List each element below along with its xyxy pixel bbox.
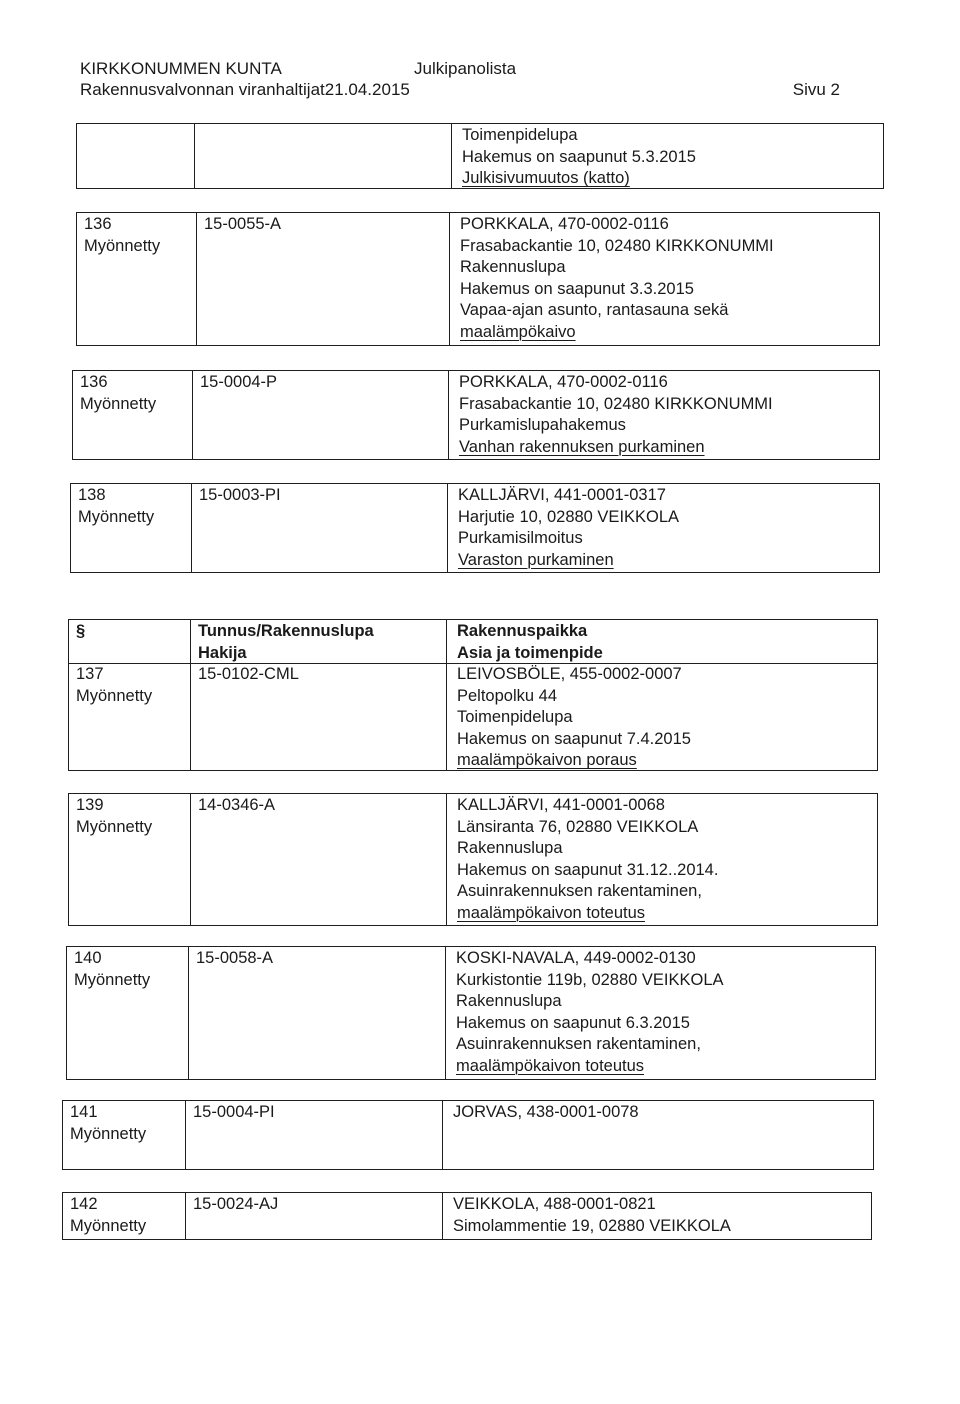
record-number-cell (67, 947, 188, 1079)
detail-line: LEIVOSBÖLE, 455-0002-0007 (457, 665, 682, 683)
detail-line: Hakemus on saapunut 3.3.2015 (460, 279, 694, 298)
header-spacer (69, 643, 190, 665)
permit-record (62, 1100, 874, 1170)
page-header (80, 58, 840, 100)
detail-line: Rakennuslupa (456, 992, 562, 1010)
record-number-cell (71, 484, 191, 572)
record-number: 138 (78, 486, 106, 504)
detail-line: Purkamisilmoitus (458, 529, 583, 547)
record-number-cell (73, 371, 192, 459)
detail-line: Rakennuslupa (460, 258, 566, 276)
detail-line: PORKKALA, 470-0002-0116 (460, 215, 669, 233)
permit-id: 15-0102-CML (198, 665, 299, 683)
permit-id-cell (191, 484, 448, 572)
record-number: 141 (70, 1103, 98, 1121)
detail-line: Vanhan rakennuksen purkaminen (459, 437, 705, 456)
detail-line: Hakemus on saapunut 6.3.2015 (456, 1013, 690, 1032)
permit-id: 15-0024-AJ (193, 1195, 279, 1213)
record-status: Myönnetty (78, 507, 155, 526)
detail-line: Länsiranta 76, 02880 VEIKKOLA (457, 817, 699, 836)
permit-id-cell (185, 1101, 443, 1169)
detail-line: Peltopolku 44 (457, 686, 557, 705)
record-number: 136 (84, 215, 112, 233)
detail-line: JORVAS, 438-0001-0078 (453, 1103, 639, 1121)
permit-record (70, 483, 880, 573)
detail-line: KALLJÄRVI, 441-0001-0317 (458, 486, 666, 504)
detail-line: Asuinrakennuksen rakentaminen, (456, 1035, 701, 1053)
record-details-cell (445, 947, 875, 1079)
permit-id: 14-0346-A (198, 796, 276, 814)
permit-id: 15-0004-PI (193, 1103, 275, 1121)
permit-id-cell (188, 947, 446, 1079)
record-number-cell (69, 620, 190, 770)
record-details-cell (446, 620, 877, 770)
permit-record (76, 123, 884, 189)
record-number-cell (63, 1101, 185, 1169)
record-number: 142 (70, 1195, 98, 1213)
detail-line: Hakemus on saapunut 5.3.2015 (462, 147, 696, 166)
applicant-column-header: Hakija (198, 643, 247, 662)
permit-id-cell (192, 371, 449, 459)
permit-id-cell (196, 213, 450, 345)
record-status: Myönnetty (76, 817, 153, 836)
list-title: Julkipanolista (414, 59, 517, 78)
organization-name: KIRKKONUMMEN KUNTA (80, 59, 282, 78)
permit-column-header: Tunnus/Rakennuslupa (198, 622, 374, 640)
record-details-cell (447, 484, 879, 572)
record-number: 140 (74, 949, 102, 967)
header-row-1 (80, 58, 840, 79)
detail-line: Toimenpidelupa (457, 708, 573, 726)
record-number: 137 (76, 665, 104, 683)
permit-id-cell (194, 124, 452, 188)
record-details-cell (448, 371, 879, 459)
permit-record (72, 370, 880, 460)
location-column-header: Rakennuspaikka (457, 622, 588, 640)
section-symbol: § (76, 622, 86, 640)
record-details-cell (449, 213, 879, 345)
detail-line: Frasabackantie 10, 02480 KIRKKONUMMI (460, 236, 774, 255)
permit-id-cell (190, 620, 447, 770)
permit-id: 15-0004-P (200, 373, 278, 391)
detail-line: Kurkistontie 119b, 02880 VEIKKOLA (456, 970, 724, 989)
record-details-cell (442, 1101, 873, 1169)
detail-line: Purkamislupahakemus (459, 416, 626, 434)
record-number-cell (77, 124, 194, 188)
detail-line: Julkisivumuutos (katto) (462, 169, 630, 187)
detail-line: KOSKI-NAVALA, 449-0002-0130 (456, 949, 696, 967)
record-status: Myönnetty (84, 236, 161, 255)
detail-line: Asuinrakennuksen rakentaminen, (457, 882, 702, 900)
permit-record (62, 1192, 872, 1240)
permit-id: 15-0003-PI (199, 486, 281, 504)
record-number-cell (63, 1193, 185, 1239)
header-row-2 (80, 79, 840, 100)
record-status: Myönnetty (76, 686, 153, 705)
detail-line: Harjutie 10, 02880 VEIKKOLA (458, 507, 680, 526)
record-details-cell (451, 124, 883, 188)
detail-line: Simolammentie 19, 02880 VEIKKOLA (453, 1216, 731, 1235)
detail-line: Hakemus on saapunut 7.4.2015 (457, 729, 691, 748)
record-details-cell (442, 1193, 871, 1239)
permit-record (76, 212, 880, 346)
permit-record (68, 793, 878, 926)
department-date: Rakennusvalvonnan viranhaltijat21.04.2015 (80, 80, 410, 99)
detail-line: Varaston purkaminen (458, 550, 614, 569)
permit-id-cell (185, 1193, 443, 1239)
detail-line: maalämpökaivon toteutus (457, 903, 646, 922)
permit-id: 15-0055-A (204, 215, 282, 233)
detail-line: Rakennuslupa (457, 839, 563, 857)
record-number-cell (69, 794, 190, 925)
permit-record (66, 946, 876, 1080)
detail-line: maalämpökaivon poraus (457, 751, 637, 769)
permit-id: 15-0058-A (196, 949, 274, 967)
detail-line: KALLJÄRVI, 441-0001-0068 (457, 796, 665, 814)
record-status: Myönnetty (74, 970, 151, 989)
record-status: Myönnetty (70, 1216, 147, 1235)
permit-record (68, 619, 878, 771)
page-number: Sivu 2 (792, 80, 840, 99)
detail-line: PORKKALA, 470-0002-0116 (459, 373, 668, 391)
record-number: 136 (80, 373, 108, 391)
detail-line: maalämpökaivon toteutus (456, 1056, 645, 1075)
detail-line: Vapaa-ajan asunto, rantasauna sekä (460, 301, 729, 319)
matter-column-header: Asia ja toimenpide (457, 643, 603, 662)
record-number-cell (77, 213, 196, 345)
record-number: 139 (76, 796, 104, 814)
permit-id-cell (190, 794, 447, 925)
detail-line: VEIKKOLA, 488-0001-0821 (453, 1195, 656, 1213)
detail-line: maalämpökaivo (460, 322, 576, 341)
record-status: Myönnetty (70, 1124, 147, 1143)
detail-line: Hakemus on saapunut 31.12..2014. (457, 860, 719, 879)
record-status: Myönnetty (80, 394, 157, 413)
detail-line: Frasabackantie 10, 02480 KIRKKONUMMI (459, 394, 773, 413)
record-details-cell (446, 794, 877, 925)
detail-line: Toimenpidelupa (462, 126, 578, 144)
